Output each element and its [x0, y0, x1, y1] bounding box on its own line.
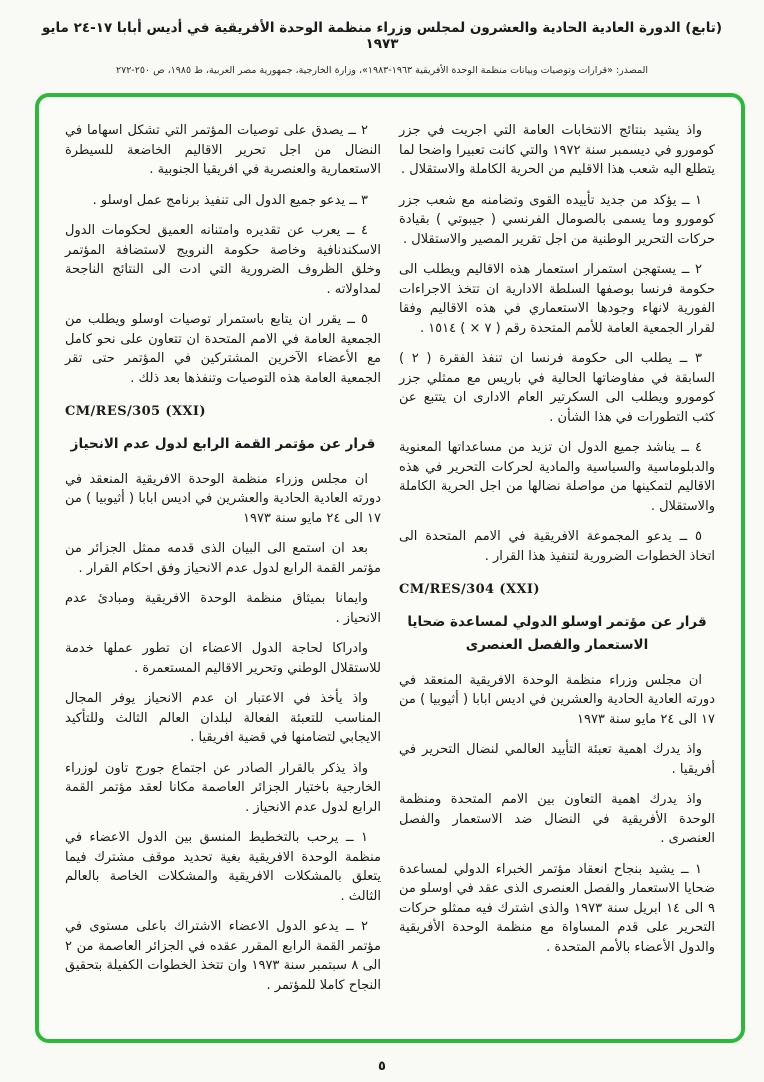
- paragraph: واذ يشيد بنتائج الانتخابات العامة التي اجريت في جزر كومورو في ديسمبر سنة ١٩٧٢ والتي كانت تعبيرا واضحا لما يتطلع اليه شعب هذا الاقليم من الحرية الكاملة والاستقلال .: [399, 123, 715, 177]
- paragraph: واذ يأخذ في الاعتبار ان عدم الانحياز يوفر المجال المناسب للتعبئة الفعالة لبلدان العالم الثالث وللتأكيد الايجابي لتضامنها في قضية افريقيا .: [65, 691, 381, 746]
- numbered-clause: ١ ــ يشيد بنجاح انعقاد مؤتمر الخبراء الدولي لمساعدة ضحايا الاستعمار والفصل العنصرى الذى عقد في اوسلو من ٩ الى ١٤ ابريل سنة ١٩٧٣ والذى اشترك فيه ممثلو حركات التحرير على قدم المساواة مع منظمة الوحدة الأفريقية والدول الأعضاء بالأمم المتحدة .: [399, 861, 715, 955]
- numbered-clause: ٢ ــ يستهجن استمرار استعمار هذه الاقاليم ويطلب الى حكومة فرنسا بوصفها السلطة الادارية ان تتخذ الاجراءات الفورية لانهاء وجودها الاستعماري في هذه الاقاليم وفقا لقرار الجمعية العامة للأمم المتحدة رقم ( ٧ × ) ١٥١٤ .: [399, 262, 715, 336]
- right-column: [399, 121, 715, 1006]
- numbered-clause: ٢ ــ يدعو الدول الاعضاء الاشتراك باعلى مستوى في مؤتمر القمة الرابع المقرر عقده في الجزائر العاصمة من ٢ الى ٨ سبتمبر سنة ١٩٧٣ وان تتخذ الخطوات الكفيلة بتحقيق النجاح كاملا للمؤتمر .: [65, 919, 381, 993]
- numbered-clause: ٢ ــ يصدق على توصيات المؤتمر التي تشكل اسهاما في النضال من اجل تحرير الاقاليم الخاضعة للسيطرة الاستعمارية والعنصرية في افريقيا الجنوبية .: [65, 123, 381, 177]
- numbered-clause: ٥ ــ يقرر ان يتابع باستمرار توصيات اوسلو ويطلب من الجمعية العامة في الامم المتحدة ان تتعاون على نحو كامل مع الأعضاء الآخرين المشتركين في المؤتمر حتى تقر الجمعية العامة هذه التوصيات وتنفذها بعد ذلك .: [65, 312, 381, 386]
- numbered-clause: ١ ــ يؤكد من جديد تأييده القوى وتضامنه مع شعب جزر كومورو وما يسمى بالصومال الفرنسي ( جيبوتي ) بقيادة حركات التحرير الوطنية من اجل تقرير المصير والاستقلال .: [399, 192, 715, 247]
- paragraph: ان مجلس وزراء منظمة الوحدة الافريقية المنعقد في دورته العادية الحادية والعشرين في اديس ابابا ( أثيوبيا ) من ١٧ الى ٢٤ مايو سنة ١٩٧٣: [399, 672, 715, 727]
- paragraph: واذ يدرك اهمية التعاون بين الامم المتحدة ومنظمة الوحدة الأفريقية في النضال ضد الاستعمار والفصل العنصرى .: [399, 792, 715, 847]
- page-number: ٥: [378, 1059, 386, 1074]
- paragraph: بعد ان استمع الى البيان الذى قدمه ممثل الجزائر من مؤتمر القمة الرابع لدول عدم الانحياز وفق احكام القرار .: [65, 541, 381, 576]
- page-header: [0, 20, 764, 76]
- resolution-code: CM/RES/305 (XXI): [65, 404, 206, 419]
- resolution-code: CM/RES/304 (XXI): [399, 582, 540, 597]
- text-columns: [39, 97, 741, 1024]
- source-line: المصدر: «قرارات وتوصيات وبيانات منظمة الوحدة الأفريقية ١٩٦٣-١٩٨٣»، وزارة الخارجية، جمهورية مصر العربية، ط ١٩٨٥، ص ٢٥٠-٢٧٢: [115, 65, 648, 76]
- numbered-clause: ١ ــ يرحب بالتخطيط المنسق بين الدول الاعضاء في منظمة الوحدة الافريقية بغية تحديد موقف مشترك فيما يتعلق بالمشكلات الافريقية والمشكلات الخاصة بالعالم الثالث .: [65, 830, 381, 904]
- resolution-heading: قرار عن مؤتمر اوسلو الدولي لمساعدة ضحايا الاستعمار والفصل العنصرى: [407, 614, 707, 653]
- numbered-clause: ٤ ــ يناشد جميع الدول ان تزيد من مساعداتها المعنوية والدبلوماسية والسياسية والمادية لحركات التحرير في هذه الاقاليم لتمكينها من مواصلة نضالها من اجل الحرية الكاملة والاستقلال .: [399, 440, 715, 514]
- paragraph: ان مجلس وزراء منظمة الوحدة الافريقية المنعقد في دورته العادية الحادية والعشرين في اديس ابابا ( أثيوبيا ) من ١٧ الى ٢٤ مايو سنة ١٩٧٣: [65, 471, 381, 526]
- paragraph: وايمانا بميثاق منظمة الوحدة الافريقية ومبادئ عدم الانحياز .: [65, 591, 381, 626]
- numbered-clause: ٣ ــ يطلب الى حكومة فرنسا ان تنفذ الفقرة ( ٢ ) السابقة في مفاوضاتها الحالية في باريس مع ممثلي جزر كومورو ويطلب الى السكرتير العام الادارى ان يتتبع عن كثب التطورات في هذا الشأن .: [399, 351, 715, 425]
- document-title: (تابع) الدورة العادية الحادية والعشرون لمجلس وزراء منظمة الوحدة الأفريقية في أديس أبابا ١٧-٢٤ مايو ١٩٧٣: [41, 20, 723, 52]
- document-frame: [35, 93, 745, 1043]
- resolution-heading: قرار عن مؤتمر القمة الرابع لدول عدم الانحياز: [70, 436, 376, 452]
- paragraph: وادراكا لحاجة الدول الاعضاء ان تطور عملها خدمة للاستقلال الوطني وتحرير الاقاليم المستعمرة .: [65, 641, 381, 676]
- paragraph: واذ يذكر بالقرار الصادر عن اجتماع جورج تاون لوزراء الخارجية باختيار الجزائر العاصمة مكانا لعقد مؤتمر القمة الرابع لدول عدم الانحياز .: [65, 760, 381, 815]
- left-column: [65, 121, 381, 1006]
- numbered-clause: ٣ ــ يدعو جميع الدول الى تنفيذ برنامج عمل اوسلو .: [92, 192, 368, 208]
- paragraph: واذ يدرك اهمية تعبئة التأييد العالمي لنضال التحرير في أفريقيا .: [399, 742, 715, 777]
- numbered-clause: ٤ ــ يعرب عن تقديره وامتنانه العميق لحكومات الدول الاسكندنافية وخاصة حكومة النرويج لاستضافة المؤتمر وخلق الظروف الضرورية التي ادت الى النتائج الناجحة لمداولاته .: [65, 223, 381, 297]
- numbered-clause: ٥ ــ يدعو المجموعة الافريقية في الامم المتحدة الى اتخاذ الخطوات الضرورية لتنفيذ هذا القرار .: [399, 529, 715, 564]
